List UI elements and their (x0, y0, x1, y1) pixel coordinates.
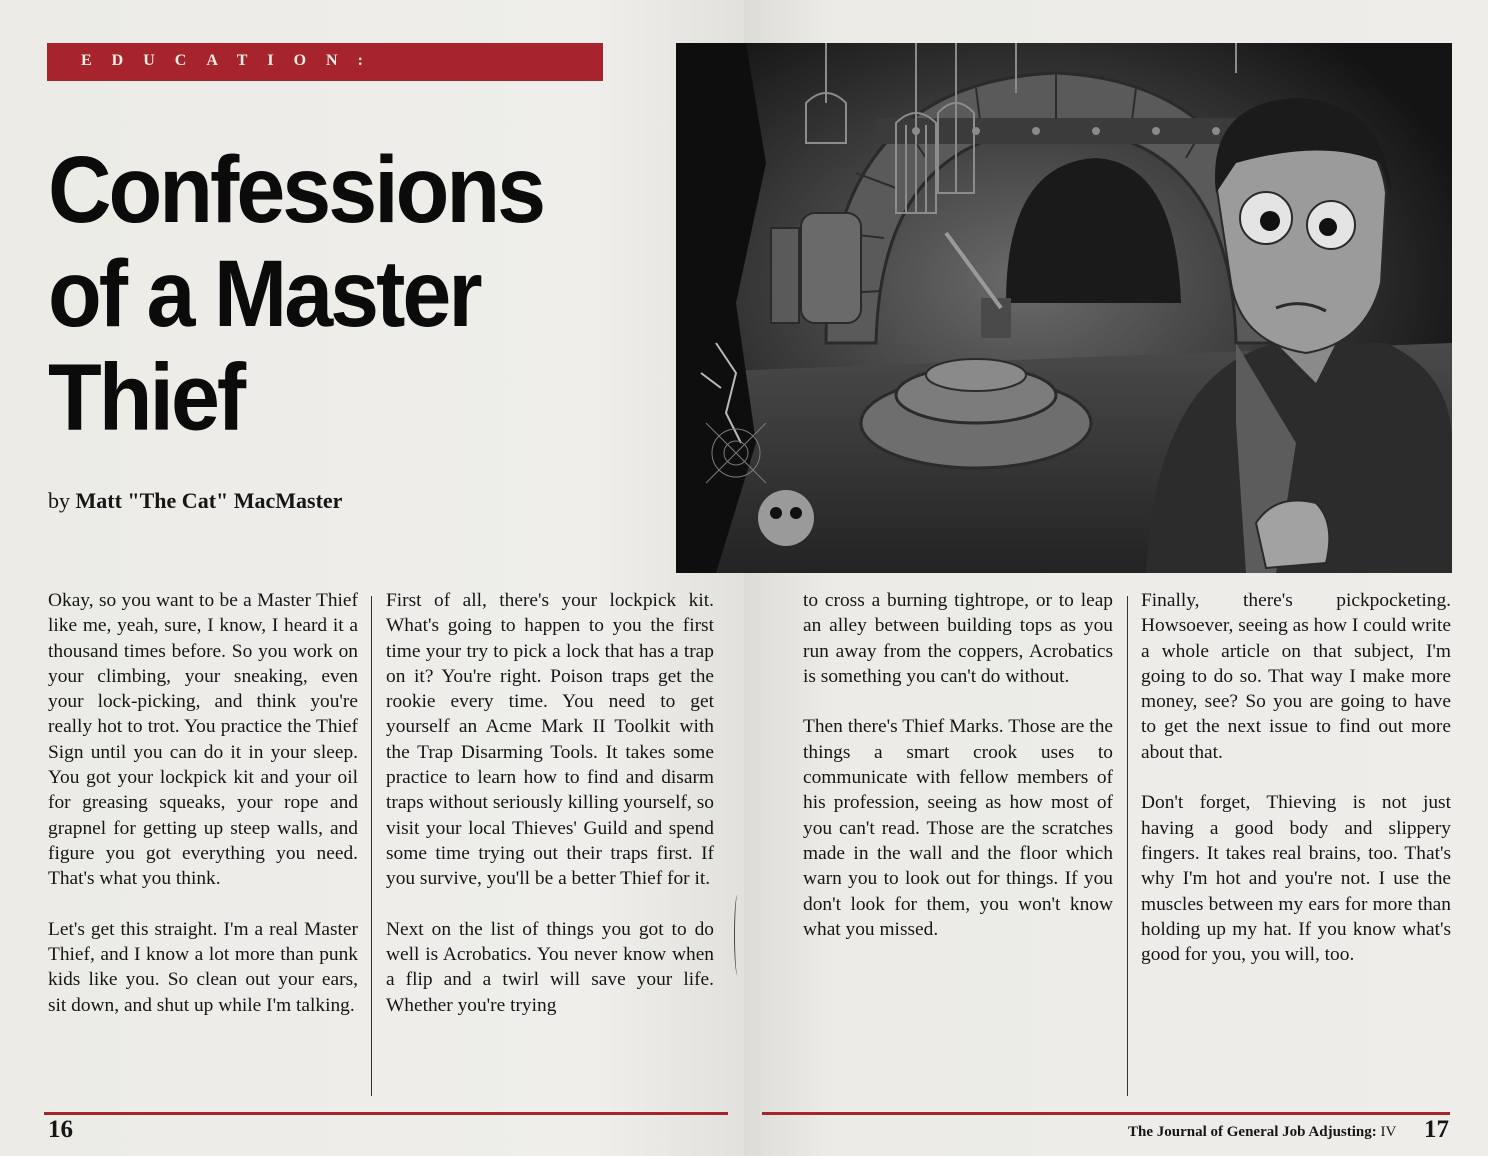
byline (48, 488, 342, 514)
paragraph: Next on the list of things you got to do well is Acrobatics. You never know when a flip and a twirl will save your life. Whether you're trying (386, 918, 714, 1016)
journal-name: The Journal of General Job Adjusting: (1128, 1124, 1377, 1140)
title-line: of a Master (48, 239, 480, 347)
footer-rule-left (44, 1112, 728, 1115)
text-column-1 (48, 588, 358, 1043)
binding-staple (734, 895, 741, 975)
journal-title (1128, 1124, 1396, 1141)
title-line: Thief (48, 343, 244, 451)
page-number-left: 16 (48, 1116, 73, 1143)
paragraph: Finally, there's pickpocketing. Howsoever, seeing as how I could write a whole article on that subject, I'm going to do so. That way I make more money, see? So you are going to have to get the next issue to find out more about that. (1141, 590, 1451, 763)
paragraph: Then there's Thief Marks. Those are the things a smart crook uses to communicate with fellow members of his profession, seeing as how most of you can't read. Those are the scratches made in the wall and the floor which warn you to look out for things. If you don't look for them, you won't know what you missed. (803, 716, 1113, 940)
page-number-right: 17 (1424, 1116, 1449, 1143)
paragraph: Okay, so you want to be a Master Thief like me, yeah, sure, I know, I heard it a thousand times before. So you work on your climbing, your sneaking, even your lock-picking, and think you're really hot to trot. You practice the Thief Sign until you can do it in your sleep. You got your lockpick kit and your oil for greasing squeaks, your rope and grapnel for getting up steep walls, and figure you got everything you need. That's what you think. (48, 590, 358, 890)
paragraph: Let's get this straight. I'm a real Master Thief, and I know a lot more than punk kids like you. So clean out your ears, sit down, and shut up while I'm talking. (48, 918, 358, 1016)
paragraph: Don't forget, Thieving is not just having a good body and slippery fingers. It takes real brains, too. That's why I'm hot and you're not. I use the muscles between my ears for more than holding up my hat. If you know what's good for you, you will, too. (1141, 792, 1451, 966)
dungeon-man-illustration (676, 43, 1452, 573)
section-label: EDUCATION: (81, 52, 383, 69)
text-column-2 (386, 588, 714, 1043)
text-column-4 (1141, 588, 1451, 993)
volume-number: IV (1380, 1124, 1397, 1140)
text-column-3 (803, 588, 1113, 967)
column-divider (1127, 596, 1128, 1096)
paragraph: to cross a burning tightrope, or to leap an alley between building tops as you run away from the coppers, Acrobatics is something you can't do without. (803, 590, 1113, 687)
author-name: Matt "The Cat" MacMaster (75, 488, 343, 513)
column-divider (371, 596, 372, 1096)
byline-prefix: by (48, 488, 70, 513)
article-title (48, 135, 628, 451)
paragraph: First of all, there's your lockpick kit. What's going to happen to you the first time your try to pick a lock that has a trap on it? You're right. Poison traps get the rookie every time. You need to get yourself an Acme Mark II Toolkit with the Trap Disarming Tools. It takes some practice to learn how to find and disarm traps without seriously killing yourself, so visit your local Thieves' Guild and spend some time trying out their traps first. If you survive, you'll be a better Thief for it. (386, 590, 714, 890)
footer-rule-right (762, 1112, 1450, 1115)
section-banner (47, 43, 603, 81)
title-line: Confessions (48, 135, 544, 243)
